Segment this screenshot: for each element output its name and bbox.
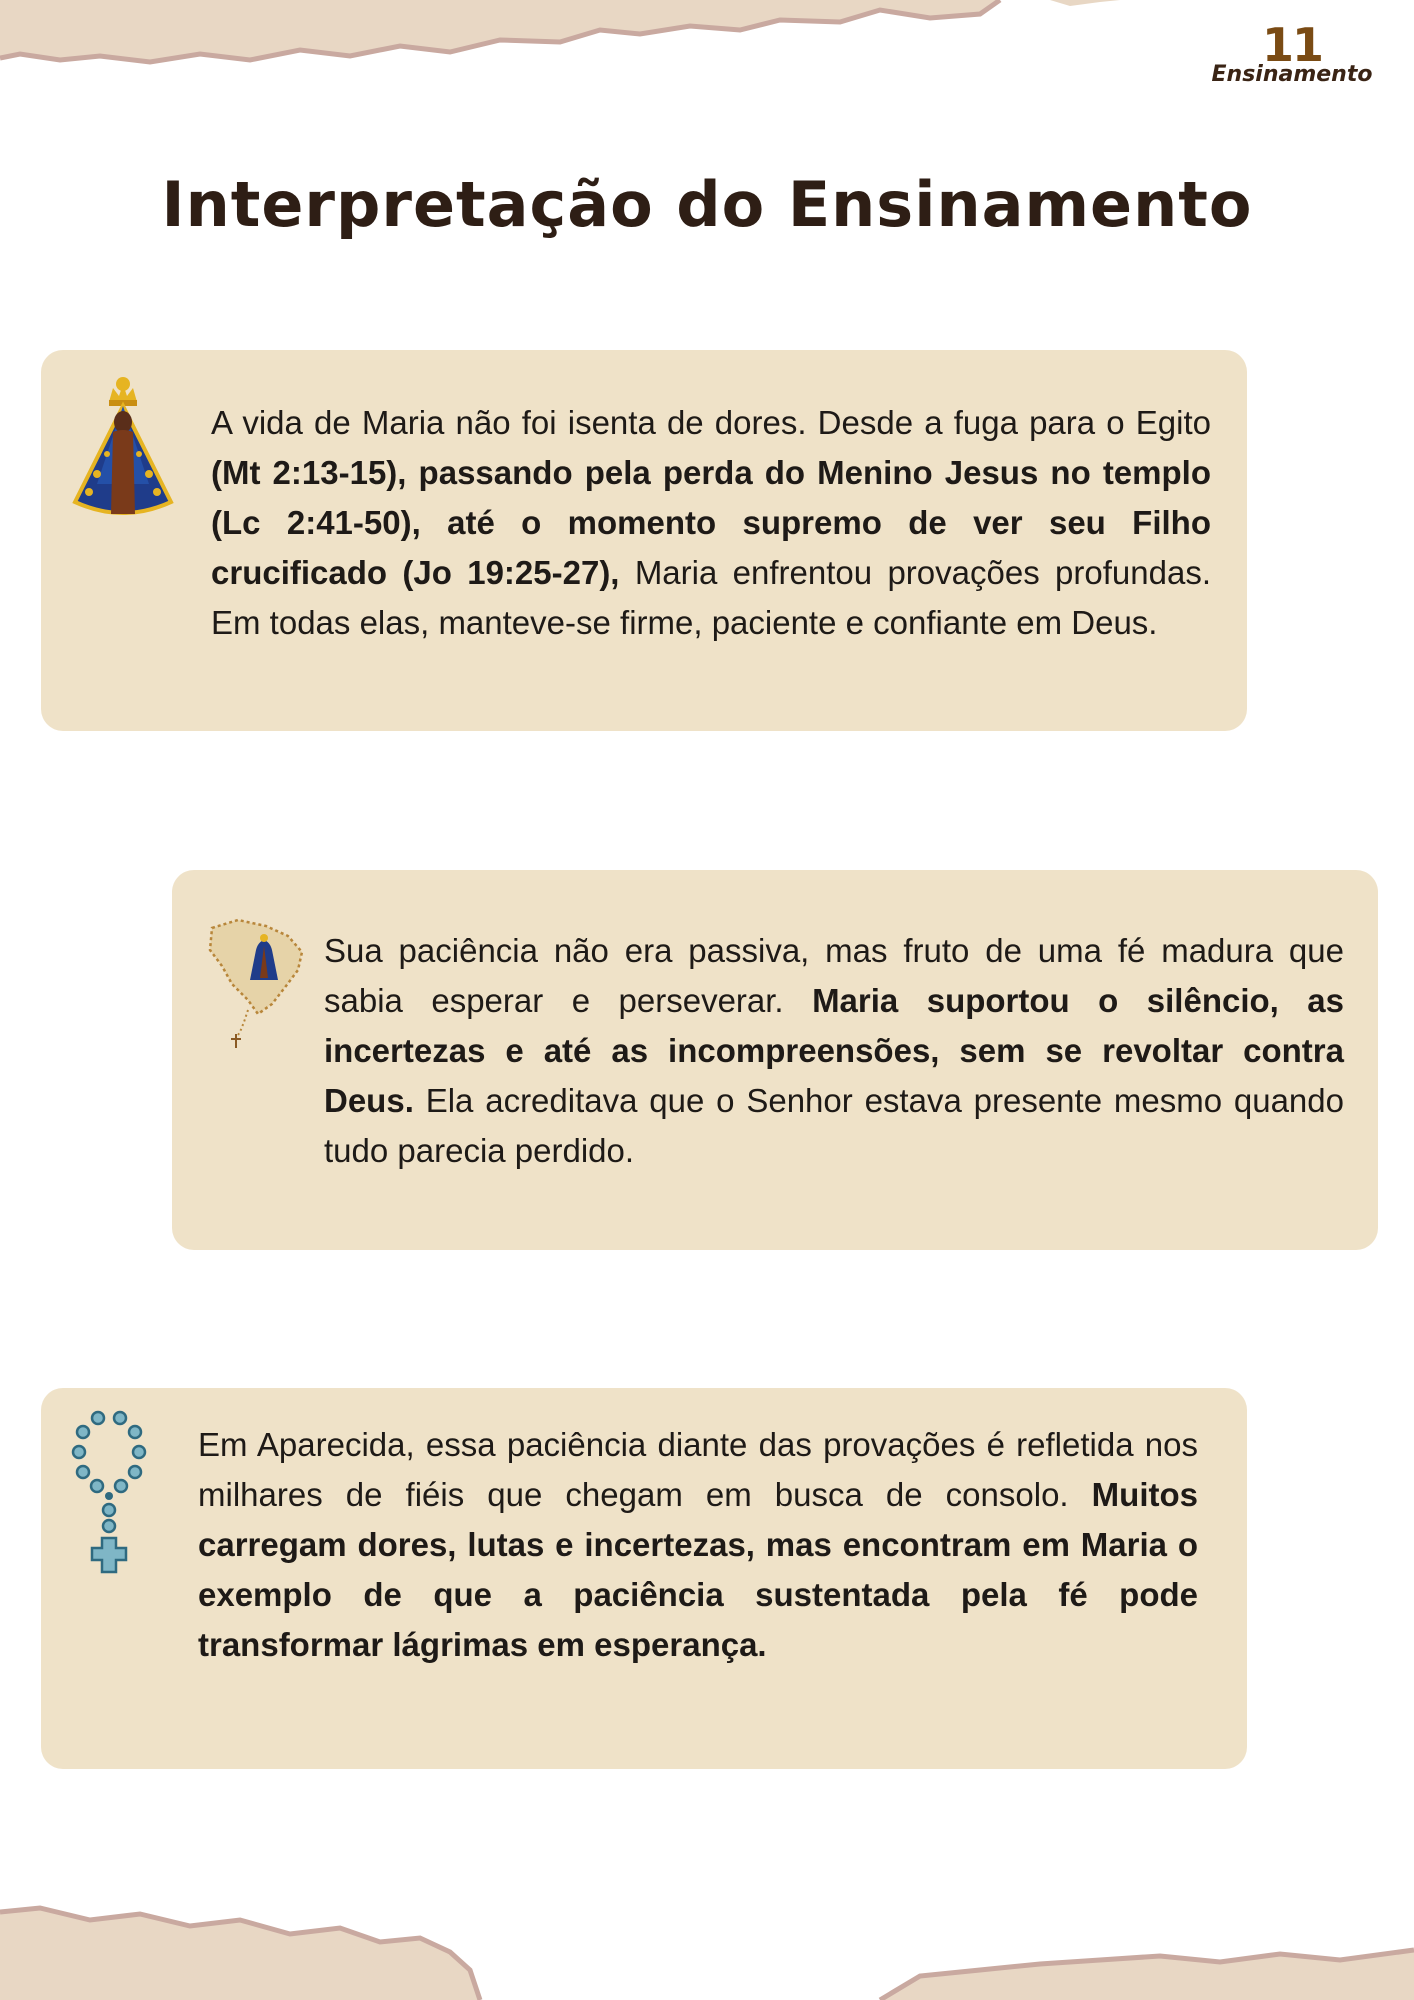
lesson-label: Ensinamento [1211,62,1373,87]
teaching-card-2-text: Sua paciência não era passiva, mas fruto de uma fé madura que sabia esperar e perseverar. Maria suportou o silêncio, as incertezas e até as incompreensões, sem se revoltar contra Deus. Ela acreditava que o Senhor estava presente mesmo quando tudo parecia perdido. [324,932,1344,1169]
our-lady-aparecida-icon [67,374,179,530]
page-title: Interpretação do Ensinamento [161,168,1253,241]
teaching-card-2 [172,870,1378,1250]
brazil-map-rosary-icon [202,910,306,1050]
teaching-card-3 [41,1388,1247,1769]
rosary-icon [71,1410,147,1574]
lesson-number: 11 [1261,18,1322,72]
teaching-card-1 [41,350,1247,731]
teaching-card-3-text: Em Aparecida, essa paciência diante das provações é refletida nos milhares de fiéis que chegam em busca de consolo. Muitos carregam dores, lutas e incertezas, mas encontram em Maria o exemplo de que a paciência sustentada pela fé pode transformar lágrimas em esperança. [198,1426,1198,1663]
lesson-badge [1202,18,1382,87]
teaching-card-1-text: A vida de Maria não foi isenta de dores. Desde a fuga para o Egito (Mt 2:13-15), passando pela perda do Menino Jesus no templo (Lc 2:41-50), até o momento supremo de ver seu Filho crucificado (Jo 19:25-27), Maria enfrentou provações profundas. Em todas elas, manteve-se firme, paciente e confiante em Deus. [211,404,1211,641]
torn-paper-bottom-decoration [0,1890,1414,2000]
